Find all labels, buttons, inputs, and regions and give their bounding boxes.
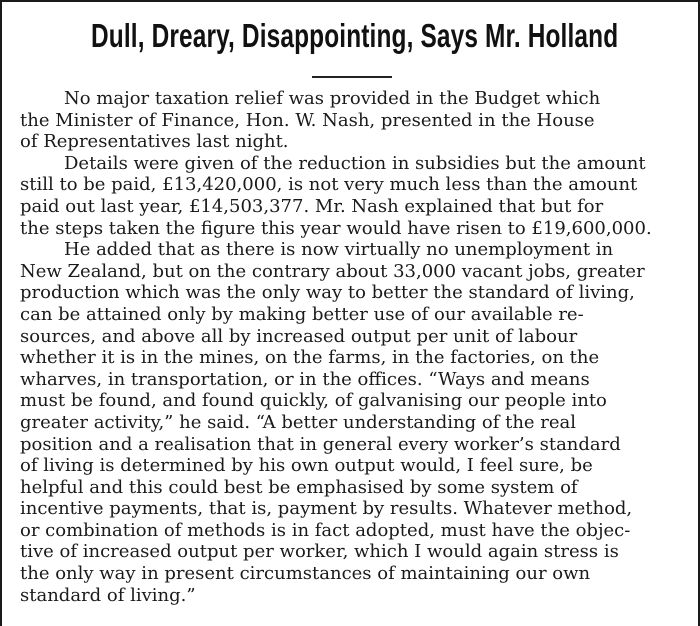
text-line: of Representatives last night.	[20, 131, 289, 153]
text-line: He added that as there is now virtually no unemployment in	[64, 239, 614, 261]
text-line: standard of living.”	[20, 584, 196, 606]
text-line: production which was the only way to better the standard of living,	[20, 282, 635, 304]
text-line: wharves, in transportation, or in the offices. “Ways and means	[20, 368, 590, 390]
text-line: of living is determined by his own output would, I feel sure, be	[20, 455, 593, 477]
text-line: the Minister of Finance, Hon. W. Nash, presented in the House	[20, 109, 595, 131]
headline-divider	[312, 76, 392, 78]
text-line: Details were given of the reduction in subsidies but the amount	[64, 152, 646, 174]
text-line: the steps taken the figure this year would have risen to £19,600,000.	[20, 217, 652, 239]
text-line: can be attained only by making better use of our available re-	[20, 303, 584, 325]
text-line: greater activity,” he said. “A better understanding of the real	[20, 411, 577, 433]
text-line: or combination of methods is in fact adopted, must have the objec-	[20, 519, 631, 541]
article-body	[20, 88, 690, 606]
paragraph-3	[20, 239, 690, 606]
text-line: whether it is in the mines, on the farms, in the factories, on the	[20, 347, 600, 369]
text-line: position and a realisation that in general every worker’s standard	[20, 433, 621, 455]
text-line: helpful and this could best be emphasised by some system of	[20, 476, 578, 498]
paragraph-2	[20, 153, 690, 239]
clipping-top-border	[0, 0, 700, 2]
text-line: New Zealand, but on the contrary about 33,000 vacant jobs, greater	[20, 260, 645, 282]
text-line: paid out last year, £14,503,377. Mr. Nash explained that but for	[20, 195, 604, 217]
text-line: sources, and above all by increased output per unit of labour	[20, 325, 578, 347]
text-line: tive of increased output per worker, which I would again stress is	[20, 541, 619, 563]
text-line: must be found, and found quickly, of galvanising our people into	[20, 390, 607, 412]
clipping-left-border	[0, 0, 2, 626]
text-line: incentive payments, that is, payment by results. Whatever method,	[20, 498, 633, 520]
text-line: still to be paid, £13,420,000, is not very much less than the amount	[20, 174, 638, 196]
text-line: No major taxation relief was provided in the Budget which	[64, 88, 601, 109]
text-line: the only way in present circumstances of maintaining our own	[20, 563, 591, 585]
article-headline: Dull, Dreary, Disappointing, Says Mr. Holland	[91, 17, 619, 54]
paragraph-1	[20, 88, 690, 153]
